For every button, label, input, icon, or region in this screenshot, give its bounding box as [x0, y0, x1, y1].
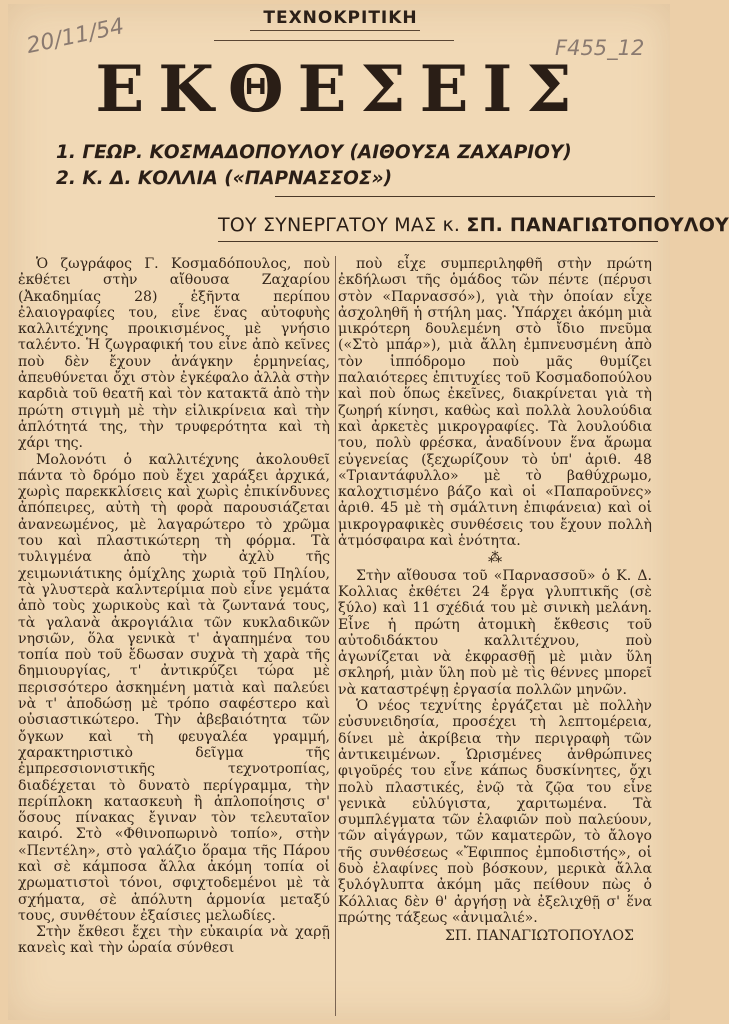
article-column-right	[338, 256, 652, 944]
section-rule-lower	[214, 40, 454, 41]
paragraph: Στὴν αἴθουσα τοῦ «Παρνασσοῦ» ὁ Κ. Δ. Κολλιας ἐκθέτει 24 ἔργα γλυπτικῆς (σὲ ξύλο) καὶ 11 σχέδιά του μὲ σινικὴ μελάνη. Εἶνε ἡ πρώτη ἀτομικὴ ἔκθεσις τοῦ αὐτοδιδάκτου καλλιτέχνου, ποὺ ἀγωνίζεται νὰ ἐκφρασθῇ μὲ μιὰν ὕλη σκληρή, μιὰν ὕλη ποὺ μὲ τὶς θέννες μπορεῖ νὰ καταστρέψῃ ἐργασία πολλῶν μηνῶν.	[338, 567, 652, 698]
section-rule	[250, 30, 420, 31]
column-divider	[335, 256, 336, 1016]
headline: ΕΚΘΕΣΕΙΣ	[95, 52, 586, 127]
byline-author: ΣΠ. ΠΑΝΑΓΙΩΤΟΠΟΥΛΟΥ	[466, 214, 729, 236]
paragraph: Στὴν ἔκθεσι ἔχει τὴν εὐκαιρία νὰ χαρῇ κανεὶς καὶ τὴν ὡραία σύνθεσι	[18, 924, 330, 957]
paragraph: Μολονότι ὁ καλλιτέχνης ἀκολουθεῖ πάντα τὸ δρόμο ποὺ ἔχει χαράξει ἀρχικά, χωρὶς παρεκκλίσεις καὶ χωρὶς ἐπικίνδυνες ἀπόπειρες, αὐτὴ τὴ φορὰ παρουσιάζεται ἀνανεωμένος, μὲ λαγαρώτερο τὸ χρῶμα του καὶ πλαστικώτερη τὴ φόρμα. Τὰ τυλιγμένα ἀπὸ τὴν ἀχλὺ τῆς χειμωνιάτικης ὁμίχλης χωριὰ τοῦ Πηλίου, τὰ γλυστερὰ καλντερίμια ποὺ εἶνε γεμάτα ἀπὸ τοὺς χωρικοὺς καὶ τὰ ζωντανά τους, τὰ γαλανὰ ἀκρογιάλια τῶν κυκλαδικῶν νησιῶν, ὅλα γενικὰ τ' ἀγαπημένα του τοπία ποὺ τοῦ ἔδωσαν συχνὰ τὴ χαρὰ τῆς δημιουργίας, τ' ἀντικρύζει τώρα μὲ περισσότερο ἀσκημένη ματιὰ καὶ παλεύει νὰ τ' ἀποδώσῃ μὲ τρόπο σαφέστερο καὶ οὐσιαστικώτερο. Τὴν ἀβεβαιότητα τῶν ὄγκων καὶ τὴ φευγαλέα γραμμή, χαρακτηριστικὸ δεῖγμα τῆς ἐμπρεσσιονιστικῆς τεχνοτροπίας, διαδέχεται τὸ δυνατὸ περίγραμμα, τὴν περίπλοκη κατασκευὴ ἢ ἁπλοποίησις σ' ὅσους πίνακας ἔγιναν τὸν τελευταῖον καιρό. Στὸ «Φθινοπωρινὸ τοπίο», στὴν «Πεντέλη», στὸ γαλάζιο ὅραμα τῆς Πάρου καὶ σὲ κάμποσα ἄλλα ἀκόμη τοπία οἱ χρωματιστοὶ τόνοι, σφιχτοδεμένοι μὲ τὰ σχήματα, σὲ ἀπόλυτη ἁρμονία μεταξύ τους, συνθέτουν ἐξαίσιες μελωδίες.	[18, 451, 330, 924]
exhibition-list	[56, 140, 572, 192]
handwritten-reference: F455_12	[555, 36, 645, 60]
paragraph: ποὺ εἶχε συμπεριληφθῆ στὴν πρώτη ἐκδήλωσι τῆς ὁμάδος τῶν πέντε (πέρυσι στὸν «Παρνασσό»), γιὰ τὴν ὁποίαν εἶχε ἀσχοληθῆ ἡ στήλη μας. Ὑπάρχει ἀκόμη μιὰ μικρότερη δουλεμένη στὸ ἴδιο πνεῦμα («Στὸ μπάρ»), μιὰ ἄλλη ἐμπνευσμένη ἀπὸ τὸν ἱππόδρομο ποὺ μᾶς θυμίζει παλαιότερες ἐπιτυχίες τοῦ Κοσμαδοπούλου καὶ ποὺ ὅπως ἐκεῖνες, διακρίνεται γιὰ τὴ ζωηρή κίνησι, καθὼς καὶ πολλὰ λουλούδια καὶ ἀρκετὲς μικρογραφίες. Τὰ λουλούδια του, πολὺ φρέσκα, ἀναδίνουν ἕνα ἄρωμα εὐγενείας (ξεχωρίζουν τὸ ὑπ' ἀριθ. 48 «Τριαντάφυλλο» μὲ τὸ βαθύχρωμο, καλοχτισμένο βάζο καὶ οἱ «Παπαροῦνες» ἀριθ. 45 μὲ τὴ σμάλτινη ἐπιφάνεια) καὶ οἱ μικρογραφικὲς συνθέσεις του ἔχουν πολλὴ ἀτμόσφαιρα καὶ ἑνότητα.	[338, 256, 652, 550]
byline	[218, 214, 729, 236]
byline-underline	[218, 241, 658, 242]
article-column-left	[18, 256, 330, 957]
section-separator: ⁂	[487, 550, 503, 567]
exhibition-item: 2. Κ. Δ. ΚΟΛΛΙΑ («ΠΑΡΝΑΣΣΟΣ»)	[56, 168, 393, 189]
byline-prefix: ΤΟΥ ΣΥΝΕΡΓΑΤΟΥ ΜΑΣ κ.	[218, 214, 461, 236]
paragraph: Ὁ νέος τεχνίτης ἐργάζεται μὲ πολλὴν εὐσυνειδησία, προσέχει τὴ λεπτομέρεια, δίνει μὲ ἀκρίβεια τὴν περιγραφὴ τῶν ἀντικειμένων. Ὡρισμένες ἀνθρώπινες φιγοῦρές του εἶνε κάπως δυσκίνητες, ὄχι πολὺ πλαστικές, ἐνῷ τὰ ζῷα του εἶνε γενικὰ εὐλύγιστα, χαριτωμένα. Τὰ συμπλέγματα τῶν ἐλαφιῶν ποὺ παλεύουν, τῶν αἰγάγρων, τῶν καματερῶν, τὸ ἄλογο τῆς συνθέσεως «Ἔφιππος ἐμποδιστής», οἱ δυὸ ἐλαφίνες ποὺ βόσκουν, μερικὰ ἄλλα ξυλόγλυπτα ἀκόμη μᾶς πείθουν πὼς ὁ Κόλλιας δὲν θ' ἀργήσῃ νὰ ἐξελιχθῇ σ' ἕνα πρώτης τάξεως «ἀνιμαλιέ».	[338, 698, 652, 926]
handwritten-date: 20/11/54	[24, 14, 127, 59]
section-label: ΤΕΧΝΟΚΡΙΤΙΚΗ	[263, 8, 418, 28]
paragraph: Ὁ ζωγράφος Γ. Κοσμαδόπουλος, ποὺ ἐκθέτει στὴν αἴθουσα Ζαχαρίου (Ἀκαδημίας 28) ἑξῆντα περίπου ἐλαιογραφίες του, εἶνε ἕνας αὐτοφυὴς καλλιτέχνης προικισμένος μὲ γνήσιο ταλέντο. Ἡ ζωγραφική του εἶνε ἀπὸ κεῖνες ποὺ δὲν ἔχουν ἀνάγκην ἑρμηνείας, ἀπευθύνεται ὄχι στὸν ἐγκέφαλο ἀλλὰ στὴν καρδιὰ τοῦ θεατῆ καὶ τὸν κατακτᾶ ἀπὸ τὴν πρώτη στιγμὴ μὲ τὴν εἰλικρίνεια καὶ τὴν ἁπλότητά της, τὴν τρυφερότητα καὶ τὴ χάρι της.	[18, 256, 330, 452]
exhibition-item: 1. ΓΕΩΡ. ΚΟΣΜΑΔΟΠΟΥΛΟΥ (ΑΙΘΟΥΣΑ ΖΑΧΑΡΙΟΥ)	[56, 142, 572, 163]
byline-rule	[275, 196, 655, 197]
signature: ΣΠ. ΠΑΝΑΓΙΩΤΟΠΟΥΛΟΣ	[444, 928, 634, 945]
